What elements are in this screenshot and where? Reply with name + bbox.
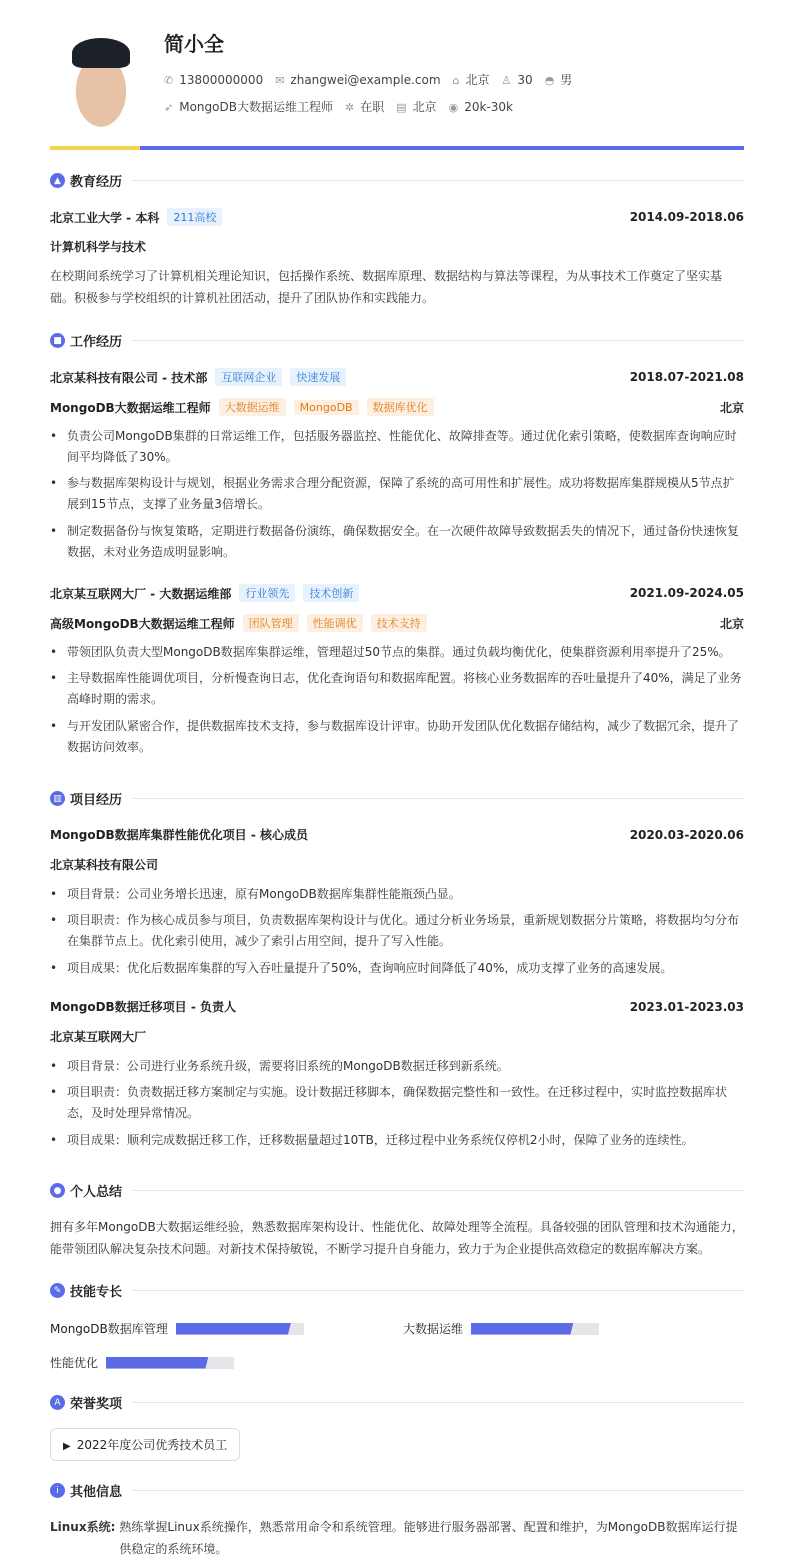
- section-education: [50, 171, 744, 190]
- skill-bar: [106, 1357, 234, 1369]
- contact-row: [164, 71, 572, 88]
- mail-icon: ✉: [275, 73, 285, 87]
- tag: 团队管理: [243, 614, 299, 632]
- date: 2023.01-2023.03: [629, 999, 744, 1014]
- skill-bar: [471, 1323, 599, 1335]
- job-header: [50, 368, 744, 386]
- tag: MongoDB: [294, 400, 359, 415]
- gender-icon: ◓: [544, 74, 555, 87]
- company: 北京某互联网大厂 - 大数据运维部: [50, 586, 232, 601]
- skill-bar-fill: [176, 1323, 291, 1335]
- tag: 技术支持: [371, 614, 427, 632]
- job-title: MongoDB大数据运维工程师: [179, 100, 333, 114]
- target-city: 北京: [412, 100, 437, 114]
- header-divider: [50, 146, 744, 150]
- project-name: MongoDB数据库集群性能优化项目 - 核心成员: [50, 828, 309, 842]
- tag: 211高校: [167, 208, 222, 226]
- phone-icon: ✆: [164, 73, 174, 87]
- skill-name: MongoDB数据库管理: [50, 1322, 168, 1336]
- avatar: [62, 36, 140, 128]
- project-company: [50, 856, 744, 873]
- gender: 男: [560, 73, 573, 87]
- company: 北京某科技有限公司 - 技术部: [50, 370, 208, 385]
- skill-name: 性能优化: [50, 1356, 99, 1370]
- candidate-name: 简小全: [164, 32, 224, 56]
- skill-name: 大数据运维: [403, 1322, 464, 1336]
- location: 北京: [465, 73, 490, 87]
- age-icon: ♙: [501, 73, 512, 87]
- job-role: [50, 398, 744, 416]
- major: 计算机科学与技术: [50, 240, 147, 254]
- other-label: Linux系统:: [50, 1520, 116, 1534]
- city: 北京: [719, 616, 744, 631]
- skill-bar-fill: [471, 1323, 573, 1335]
- list-item: • 带领团队负责大型MongoDB数据库集群运维，管理超过50节点的集群。通过负载均衡优化，使集群资源利用率提升了25%。: [50, 642, 744, 663]
- skill-icon: ✎: [50, 1283, 65, 1298]
- age: 30: [517, 72, 533, 87]
- list-item: • 项目背景：公司进行业务系统升级，需要将旧系统的MongoDB数据迁移到新系统。: [50, 1056, 744, 1077]
- list-item: • 项目背景：公司业务增长迅速，原有MongoDB数据库集群性能瓶颈凸显。: [50, 884, 744, 905]
- list-item: • 与开发团队紧密合作，提供数据库技术支持，参与数据库设计评审。协助开发团队优化数据存储结构，减少了数据冗余，提升了数据访问效率。: [50, 716, 744, 758]
- company: 北京某科技有限公司: [50, 858, 159, 872]
- list-item: • 项目成果：顺利完成数据迁移工作，迁移数据量超过10TB，迁移过程中业务系统仅停机2小时，保障了业务的连续性。: [50, 1130, 744, 1151]
- tag: 性能调优: [307, 614, 363, 632]
- other-item: [50, 1516, 744, 1560]
- section-work: [50, 331, 744, 350]
- award-item[interactable]: [50, 1428, 240, 1461]
- list-item: • 项目职责：负责数据迁移方案制定与实施。设计数据迁移脚本，确保数据完整性和一致性。在迁移过程中，实时监控数据库状态，及时处理异常情况。: [50, 1082, 744, 1124]
- building-icon: ▤: [396, 101, 407, 114]
- education-row: [50, 208, 744, 226]
- send-icon: ➶: [164, 101, 174, 114]
- salary: 20k-30k: [464, 99, 513, 114]
- role: MongoDB大数据运维工程师: [50, 400, 211, 415]
- section-title: 教育经历: [70, 175, 123, 190]
- job-header: [50, 584, 744, 602]
- skill-bar-fill: [106, 1357, 208, 1369]
- section-title: 其他信息: [70, 1485, 123, 1500]
- info-icon: i: [50, 1483, 65, 1498]
- section-title: 个人总结: [70, 1185, 123, 1200]
- section-title: 工作经历: [70, 335, 123, 350]
- tag: 互联网企业: [215, 368, 282, 386]
- triangle-icon: ▶: [63, 1441, 71, 1452]
- section-title: 荣誉奖项: [70, 1397, 123, 1412]
- phone: 13800000000: [179, 72, 264, 87]
- project-company: [50, 1028, 744, 1045]
- tag: 数据库优化: [367, 398, 434, 416]
- user-icon: ●: [50, 1183, 65, 1198]
- briefcase-icon: ■: [50, 333, 65, 348]
- list-item: • 项目职责：作为核心成员参与项目，负责数据库架构设计与优化。通过分析业务场景，重新规划数据分片策略，将数据均匀分布在集群节点上。优化索引使用，减少了索引占用空间，提升了写入性能。: [50, 910, 744, 952]
- date: 2021.09-2024.05: [629, 586, 744, 600]
- section-summary: [50, 1181, 744, 1200]
- section-other: [50, 1481, 744, 1500]
- date: 2018.07-2021.08: [629, 370, 744, 384]
- job-status: 在职: [360, 100, 385, 114]
- email: zhangwei@example.com: [290, 72, 441, 87]
- company: 北京某互联网大厂: [50, 1030, 147, 1044]
- section-awards: [50, 1393, 744, 1412]
- job-role: [50, 614, 744, 632]
- job-row: [164, 98, 513, 115]
- skill-item: [403, 1320, 599, 1337]
- list-item: • 负责公司MongoDB集群的日常运维工作，包括服务器监控、性能优化、故障排查等。通过优化索引策略，使数据库查询响应时间平均降低了30%。: [50, 426, 744, 468]
- summary-text: 拥有多年MongoDB大数据运维经验，熟悉数据库架构设计、性能优化、故障处理等全流程。具备较强的团队管理和技术沟通能力，能带领团队解决复杂技术问题。对新技术保持敏锐，不断学习提升自身能力，致力于为企业提供高效稳定的数据库解决方案。: [50, 1220, 744, 1256]
- section-title: 技能专长: [70, 1285, 123, 1300]
- tag: 行业领先: [239, 584, 295, 602]
- date: 2014.09-2018.06: [629, 210, 744, 224]
- award-label: 2022年度公司优秀技术员工: [76, 1438, 228, 1452]
- project-header: [50, 826, 744, 843]
- section-skills: [50, 1281, 744, 1300]
- section-title: 项目经历: [70, 793, 123, 808]
- skill-bar: [176, 1323, 304, 1335]
- school: 北京工业大学 - 本科: [50, 210, 160, 225]
- project-name: MongoDB数据迁移项目 - 负责人: [50, 1000, 237, 1014]
- tag: 大数据运维: [219, 398, 286, 416]
- graduation-icon: ▲: [50, 173, 65, 188]
- list-item: • 制定数据备份与恢复策略，定期进行数据备份演练，确保数据安全。在一次硬件故障导致数据丢失的情况下，通过备份快速恢复数据，未对业务造成明显影响。: [50, 521, 744, 563]
- other-text: 熟练掌握Linux系统操作，熟悉常用命令和系统管理。能够进行服务器部署、配置和维护，为MongoDB数据库运行提供稳定的系统环境。: [119, 1520, 738, 1556]
- skill-item: [50, 1354, 234, 1371]
- major-row: [50, 238, 744, 255]
- education-desc: 在校期间系统学习了计算机相关理论知识，包括操作系统、数据库原理、数据结构与算法等课程，为从事技术工作奠定了坚实基础。积极参与学校组织的计算机社团活动，提升了团队协作和实践能力。: [50, 269, 723, 305]
- tag: 快速发展: [290, 368, 346, 386]
- list-item: • 主导数据库性能调优项目，分析慢查询日志，优化查询语句和数据库配置。将核心业务数据库的吞吐量提升了40%，满足了业务高峰时期的需求。: [50, 668, 744, 710]
- salary-icon: ◉: [448, 100, 459, 114]
- tag: 技术创新: [303, 584, 359, 602]
- city: 北京: [719, 400, 744, 415]
- date: 2020.03-2020.06: [629, 827, 744, 842]
- role: 高级MongoDB大数据运维工程师: [50, 616, 235, 631]
- project-header: [50, 998, 744, 1015]
- chart-icon: ▥: [50, 791, 65, 806]
- list-item: • 项目成果：优化后数据库集群的写入吞吐量提升了50%，查询响应时间降低了40%，成功支撑了业务的高速发展。: [50, 958, 744, 979]
- list-item: • 参与数据库架构设计与规划，根据业务需求合理分配资源，保障了系统的高可用性和扩展性。成功将数据库集群规模从5节点扩展到15节点，支撑了业务量3倍增长。: [50, 473, 744, 515]
- skill-item: [50, 1320, 304, 1337]
- section-projects: [50, 789, 744, 808]
- award-icon: A: [50, 1395, 65, 1410]
- home-icon: ⌂: [452, 74, 460, 87]
- status-icon: ✲: [344, 101, 355, 114]
